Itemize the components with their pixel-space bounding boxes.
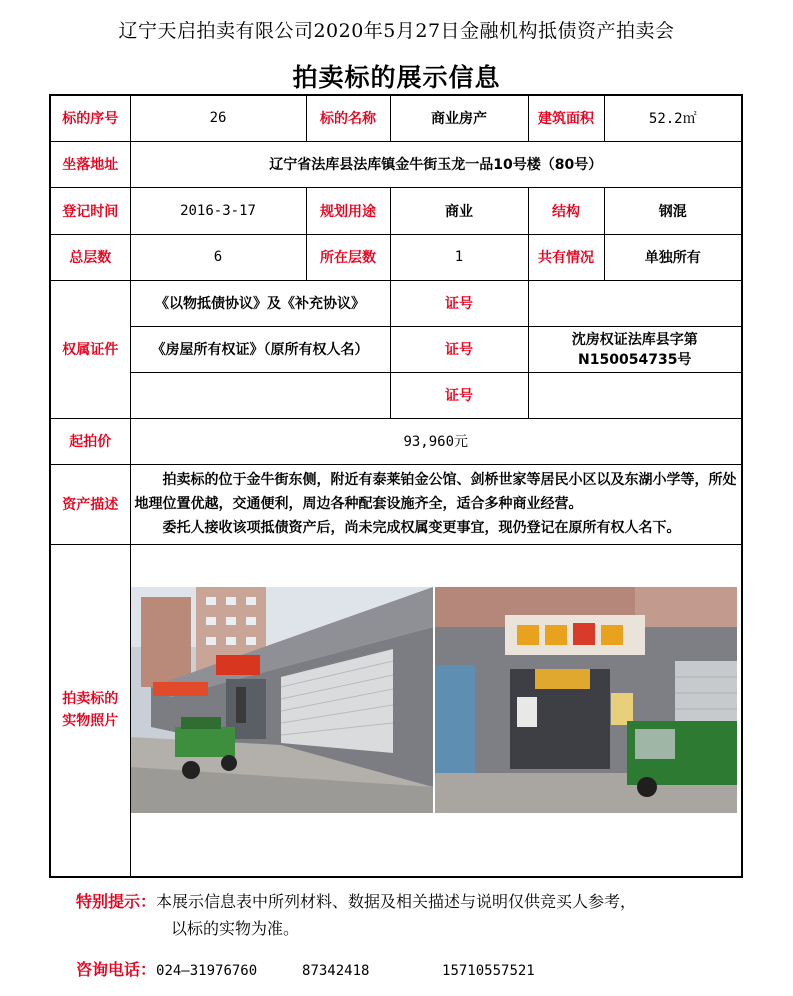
- cert-number-value-3: [528, 372, 742, 418]
- area-value: 52.2㎡: [604, 95, 742, 141]
- photos-area: [131, 545, 742, 876]
- table-row: [50, 280, 742, 326]
- header-title: 辽宁天启拍卖有限公司2020年5月27日金融机构抵债资产拍卖会: [118, 20, 675, 42]
- cert-number-label-3: 证号: [390, 372, 528, 418]
- location-value: 辽宁省法库县法库镇金牛街玉龙一品10号楼（80号）: [130, 141, 742, 187]
- reg-date-label: 登记时间: [50, 187, 130, 234]
- photos-label-line-2: 实物照片: [62, 713, 119, 730]
- notice-line-2: 以标的实物为准。: [171, 919, 300, 938]
- notice-line-1: 本展示信息表中所列材料、数据及相关描述与说明仅供竞买人参考，: [156, 892, 637, 911]
- contact-phone-1: 024—31976760: [156, 963, 258, 979]
- lot-name-label: 标的名称: [306, 95, 390, 141]
- photos-label: [50, 544, 130, 877]
- description-paragraph-2: 委托人接收该项抵债资产后，尚未完成权属变更事宜，现仍登记在原所有权人名下。: [162, 520, 681, 536]
- usage-label: 规划用途: [306, 187, 390, 234]
- description-paragraph-1: 拍卖标的位于金牛街东侧，附近有泰莱铂金公馆、剑桥世家等居民小区以及东湖小学等，所处地理位置优越，交通便利，周边各种配套设施齐全，适合多种商业经营。: [134, 472, 737, 512]
- lot-number-label: 标的序号: [50, 95, 130, 141]
- contact-phones: [76, 957, 535, 980]
- table-row: [50, 187, 742, 234]
- cert-number-label-1: 证号: [390, 280, 528, 326]
- property-photo-street: [131, 587, 433, 813]
- usage-value: 商业: [390, 187, 528, 234]
- lot-name-value: 商业房产: [390, 95, 528, 141]
- cert-doc-3: [130, 372, 390, 418]
- table-row: [50, 418, 742, 464]
- cert-number-label-2: 证号: [390, 326, 528, 372]
- floor-label: 所在层数: [306, 234, 390, 280]
- cert-number-value-2: 沈房权证法库县字第N150054735号: [528, 326, 742, 372]
- ownership-label: 共有情况: [528, 234, 604, 280]
- lot-number-value: 26: [130, 95, 306, 141]
- cert-number-value-1: [528, 280, 742, 326]
- total-floors-value: 6: [130, 234, 306, 280]
- table-row: [50, 544, 742, 877]
- photos-label-line-1: 拍卖标的: [62, 691, 119, 708]
- table-row: [50, 95, 742, 141]
- structure-label: 结构: [528, 187, 604, 234]
- area-label: 建筑面积: [528, 95, 604, 141]
- table-row: [50, 234, 742, 280]
- info-table: [49, 94, 743, 878]
- location-label: 坐落地址: [50, 141, 130, 187]
- certificates-label: 权属证件: [50, 280, 130, 418]
- special-notice: [76, 888, 636, 942]
- contact-phone-3: 15710557521: [442, 963, 535, 979]
- start-price-label: 起拍价: [50, 418, 130, 464]
- description-value: [130, 464, 742, 544]
- table-row: [50, 141, 742, 187]
- table-row: [50, 372, 742, 418]
- start-price-value: 93,960元: [130, 418, 742, 464]
- cert-doc-1: 《以物抵债协议》及《补充协议》: [130, 280, 390, 326]
- property-photo-storefront: [435, 587, 737, 813]
- table-row: [50, 464, 742, 544]
- contact-phone-2: 87342418: [302, 963, 370, 979]
- floor-value: 1: [390, 234, 528, 280]
- table-row: [50, 326, 742, 372]
- ownership-value: 单独所有: [604, 234, 742, 280]
- page-title: 拍卖标的展示信息: [292, 63, 501, 92]
- structure-value: 钢混: [604, 187, 742, 234]
- contact-label: 咨询电话：: [76, 960, 157, 979]
- cert-doc-2: 《房屋所有权证》（原所有权人名）: [130, 326, 390, 372]
- description-label: 资产描述: [50, 464, 130, 544]
- total-floors-label: 总层数: [50, 234, 130, 280]
- notice-label: 特别提示：: [76, 892, 157, 911]
- reg-date-value: 2016-3-17: [130, 187, 306, 234]
